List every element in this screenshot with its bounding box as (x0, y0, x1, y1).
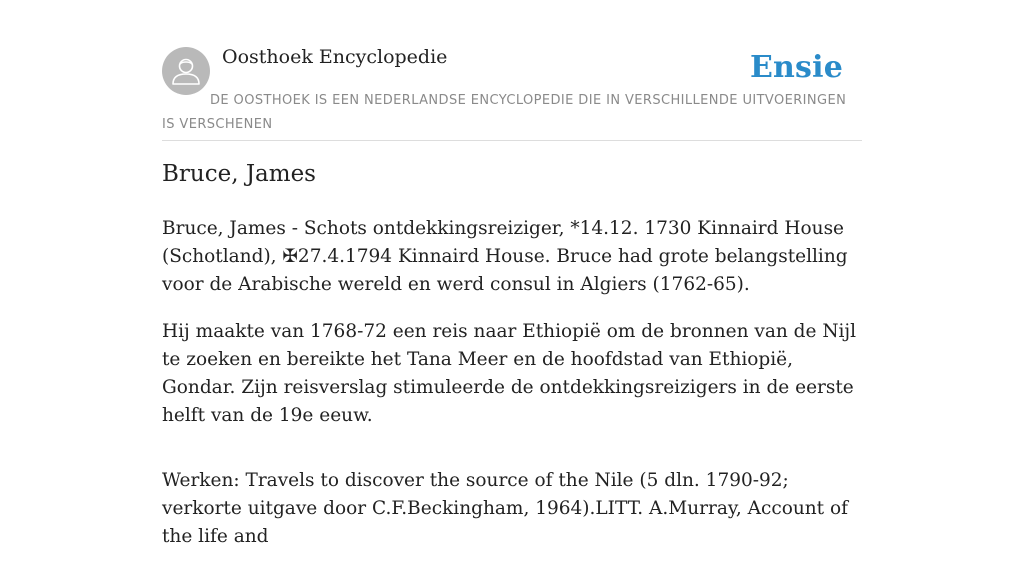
author-name[interactable]: Oosthoek Encyclopedie (222, 46, 448, 68)
article-paragraph: Hij maakte van 1768-72 een reis naar Ethiopië om de bronnen van de Nijl te zoeken en bereikte het Tana Meer en de hoofdstad van Ethiopië, Gondar. Zijn reisverslag stimuleerde de ontdekkingsreizigers in de eerste helft van de 19e eeuw. (162, 321, 857, 426)
article-body (162, 215, 862, 570)
article-paragraph: Werken: Travels to discover the source of the Nile (5 dln. 1790-92; verkorte uitgave door C.F.Beckingham, 1964).LITT. A.Murray, Account of the life and (162, 470, 848, 547)
brand-logo[interactable]: Ensie (749, 50, 843, 85)
article-paragraph: Bruce, James - Schots ontdekkingsreiziger, *14.12. 1730 Kinnaird House (Schotland), ✠27.4.1794 Kinnaird House. Bruce had grote belangstelling voor de Arabische wereld en werd consul in Algiers (1762-65). (162, 218, 848, 295)
user-silhouette-icon (162, 47, 210, 95)
avatar[interactable] (162, 47, 210, 95)
header (162, 0, 862, 141)
article-title: Bruce, James (162, 161, 316, 187)
author-description: DE OOSTHOEK IS EEN NEDERLANDSE ENCYCLOPEDIE DIE IN VERSCHILLENDE UITVOERINGEN IS VERSCHENEN (162, 93, 847, 132)
page (162, 0, 862, 547)
